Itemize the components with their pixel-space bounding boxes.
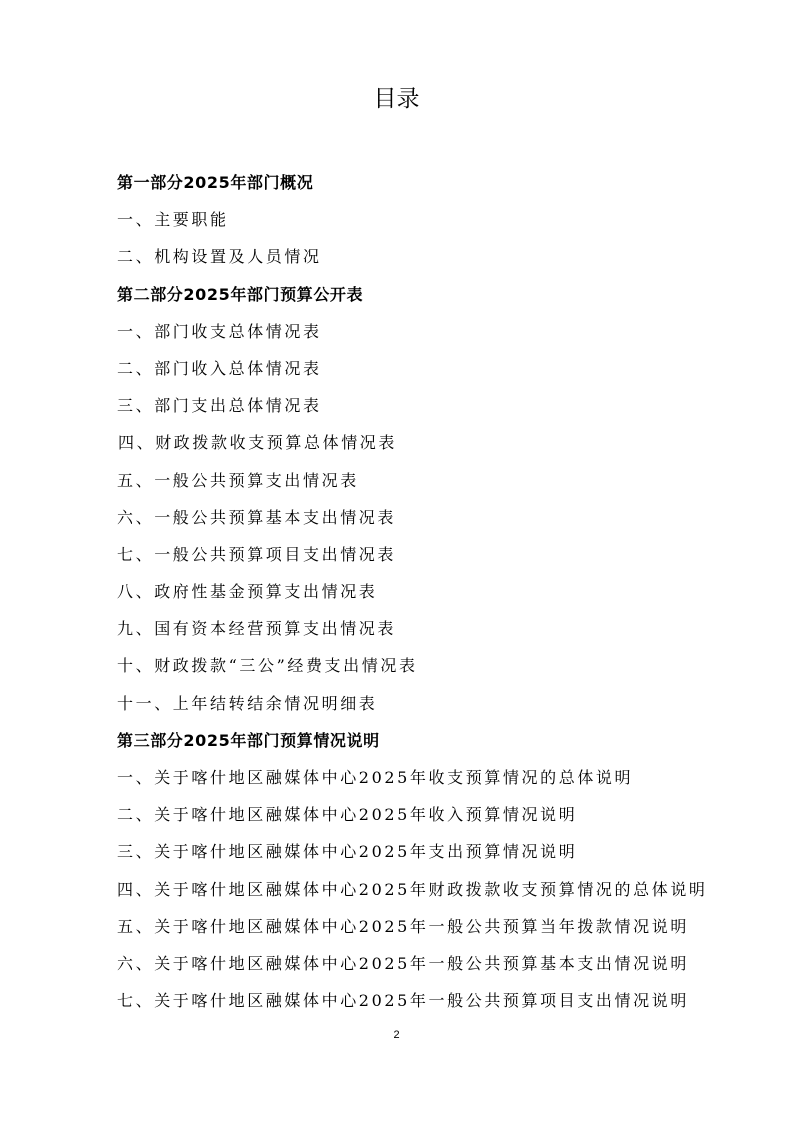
page-number: 2 [393,1029,400,1041]
toc-item: 九、国有资本经营预算支出情况表 [117,619,397,639]
toc-item: 二、机构设置及人员情况 [117,247,322,267]
toc-item: 三、部门支出总体情况表 [117,396,322,416]
toc-item: 六、关于喀什地区融媒体中心2025年一般公共预算基本支出情况说明 [117,953,689,973]
toc-item: 五、一般公共预算支出情况表 [117,470,359,490]
toc-item: 十一、上年结转结余情况明细表 [117,693,378,713]
toc-item: 一、部门收支总体情况表 [117,321,322,341]
toc-item: 一、关于喀什地区融媒体中心2025年收支预算情况的总体说明 [117,768,634,787]
toc-item: 二、部门收入总体情况表 [117,358,322,378]
toc-section-heading: 第一部分2025年部门概况 [117,173,314,192]
toc-item: 四、关于喀什地区融媒体中心2025年财政拨款收支预算情况的总体说明 [117,879,708,899]
toc-item: 四、财政拨款收支预算总体情况表 [118,433,398,453]
toc-item: 二、关于喀什地区融媒体中心2025年收入预算情况说明 [117,805,578,825]
toc-item: 十、财政拨款“三公”经费支出情况表 [117,656,418,676]
toc-item: 一、主要职能 [117,210,229,230]
toc-item: 五、关于喀什地区融媒体中心2025年一般公共预算当年拨款情况说明 [117,916,689,936]
toc-section-heading: 第二部分2025年部门预算公开表 [117,284,364,304]
toc-item: 七、关于喀什地区融媒体中心2025年一般公共预算项目支出情况说明 [117,991,689,1011]
table-of-contents [117,164,717,1019]
toc-item: 三、关于喀什地区融媒体中心2025年支出预算情况说明 [117,842,578,862]
toc-item: 六、一般公共预算基本支出情况表 [117,507,397,527]
toc-item: 七、一般公共预算项目支出情况表 [117,544,397,564]
page-title: 目录 [373,86,420,112]
toc-item: 八、政府性基金预算支出情况表 [117,582,378,602]
toc-section-heading: 第三部分2025年部门预算情况说明 [117,730,380,750]
